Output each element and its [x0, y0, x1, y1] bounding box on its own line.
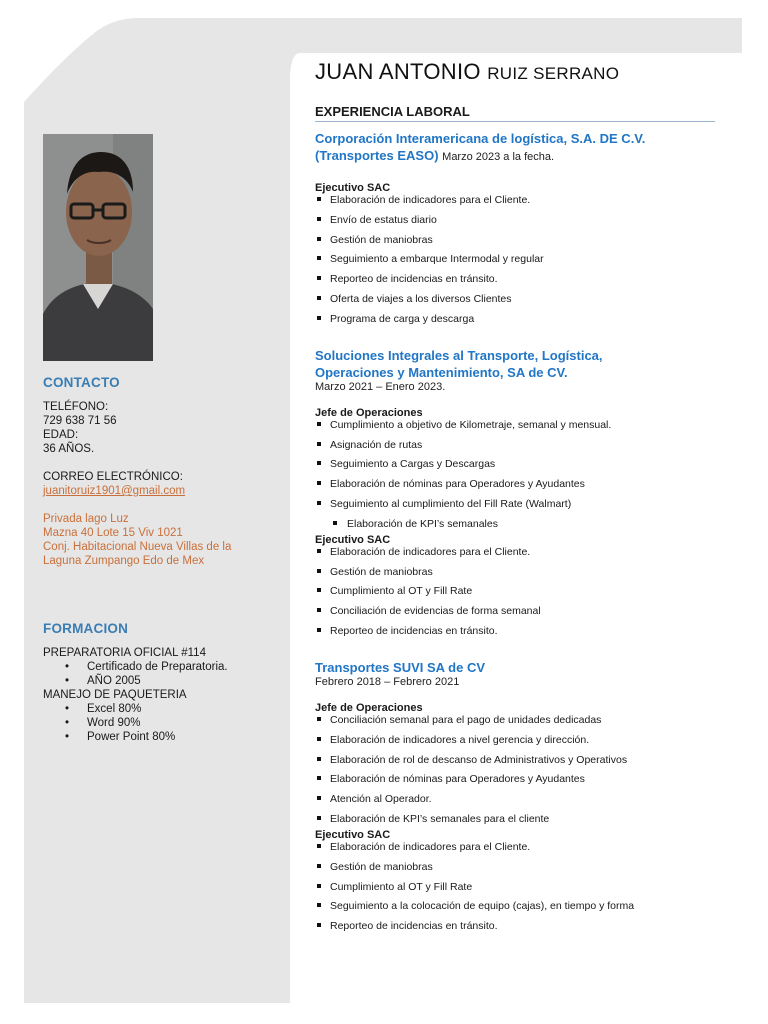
duty-list: [315, 841, 715, 932]
list-item: Asignación de rutas: [315, 439, 715, 451]
company-line: (Transportes EASO): [315, 148, 439, 163]
list-item: Reporteo de incidencias en tránsito.: [315, 920, 715, 932]
email-link[interactable]: juanitoruiz1901@gmail.com: [43, 485, 186, 497]
company-line: Corporación Interamericana de logística, S.A. DE C.V.: [315, 131, 646, 146]
list-item: Elaboración de indicadores para el Cliente.: [315, 841, 715, 853]
list-item: Gestión de maniobras: [315, 566, 715, 578]
list-item: Cumplimiento al OT y Fill Rate: [315, 585, 715, 597]
list-item: Cumplimiento al OT y Fill Rate: [315, 881, 715, 893]
list-item: Elaboración de indicadores para el Cliente.: [315, 546, 715, 558]
address-line: Laguna Zumpango Edo de Mex: [43, 555, 205, 567]
list-item: • AÑO 2005: [65, 674, 273, 688]
full-name: [315, 58, 715, 88]
skills-list: [43, 702, 273, 744]
education-heading: FORMACION: [43, 621, 129, 636]
list-item: • Word 90%: [65, 716, 273, 730]
list-item: Cumplimiento a objetivo de Kilometraje, semanal y mensual.: [315, 419, 715, 431]
list-item: Elaboración de rol de descanso de Administrativos y Operativos: [315, 754, 715, 766]
role-title: Ejecutivo SAC: [315, 828, 391, 841]
job-dates: Febrero 2018 – Febrero 2021: [315, 675, 460, 688]
list-item: • Power Point 80%: [65, 730, 273, 744]
role-title: Jefe de Operaciones: [315, 701, 423, 714]
contact-heading: CONTACTO: [43, 375, 120, 390]
list-item: Conciliación semanal para el pago de unidades dedicadas: [315, 714, 715, 726]
company-line: Operaciones y Mantenimiento, SA de CV.: [315, 364, 568, 380]
job-dates: Marzo 2023 a la fecha.: [442, 151, 555, 163]
phone-label: TELÉFONO:: [43, 401, 109, 413]
address-line: Privada lago Luz: [43, 513, 129, 525]
duty-list: [315, 546, 715, 637]
list-item: Elaboración de indicadores para el Cliente.: [315, 194, 715, 206]
list-item: Seguimiento a embarque Intermodal y regular: [315, 253, 715, 265]
email-label: CORREO ELECTRÓNICO:: [43, 471, 183, 483]
job-dates: Marzo 2021 – Enero 2023.: [315, 380, 446, 393]
list-item: • Certificado de Preparatoria.: [65, 660, 273, 674]
contact-section: [43, 376, 273, 568]
list-item: Elaboración de nóminas para Operadores y Ayudantes: [315, 773, 715, 785]
list-item: Elaboración de KPI’s semanales: [315, 518, 715, 530]
list-item: Gestión de maniobras: [315, 234, 715, 246]
role-title: Ejecutivo SAC: [315, 533, 391, 546]
list-item: Elaboración de nóminas para Operadores y Ayudantes: [315, 478, 715, 490]
experience-heading: EXPERIENCIA LABORAL: [315, 104, 715, 122]
role-title: Jefe de Operaciones: [315, 406, 423, 419]
list-item: Seguimiento al cumplimiento del Fill Rate (Walmart): [315, 498, 715, 510]
list-item: Reporteo de incidencias en tránsito.: [315, 625, 715, 637]
company-name: [315, 130, 715, 166]
list-item: Reporteo de incidencias en tránsito.: [315, 273, 715, 285]
list-item: Seguimiento a la colocación de equipo (cajas), en tiempo y forma: [315, 900, 715, 912]
phone-value: 729 638 71 56: [43, 415, 117, 427]
last-name: RUIZ SERRANO: [487, 64, 620, 83]
list-item: Elaboración de KPI’s semanales para el cliente: [315, 813, 715, 825]
list-item: Atención al Operador.: [315, 793, 715, 805]
list-item: Envío de estatus diario: [315, 214, 715, 226]
duty-list: [315, 714, 715, 825]
address-line: Conj. Habitacional Nueva Villas de la: [43, 541, 232, 553]
company-line: Soluciones Integrales al Transporte, Logística,: [315, 347, 603, 363]
list-item: Elaboración de indicadores a nivel gerencia y dirección.: [315, 734, 715, 746]
list-item: Conciliación de evidencias de forma semanal: [315, 605, 715, 617]
school-details: [43, 660, 273, 688]
duty-list: [315, 419, 715, 530]
school-name: PREPARATORIA OFICIAL #114: [43, 647, 206, 659]
duty-list: [315, 194, 715, 325]
list-item: Gestión de maniobras: [315, 861, 715, 873]
profile-photo: [43, 134, 153, 361]
list-item: Programa de carga y descarga: [315, 313, 715, 325]
first-name: JUAN ANTONIO: [315, 59, 481, 84]
list-item: Seguimiento a Cargas y Descargas: [315, 458, 715, 470]
list-item: • Excel 80%: [65, 702, 273, 716]
education-section: [43, 622, 273, 744]
company-name: [315, 347, 715, 381]
main-column: [315, 58, 715, 940]
address-line: Mazna 40 Lote 15 Viv 1021: [43, 527, 183, 539]
role-title: Ejecutivo SAC: [315, 182, 391, 194]
company-name: Transportes SUVI SA de CV: [315, 659, 486, 675]
age-label: EDAD:: [43, 429, 79, 441]
age-value: 36 AÑOS.: [43, 443, 95, 455]
list-item: Oferta de viajes a los diversos Clientes: [315, 293, 715, 305]
skills-title: MANEJO DE PAQUETERIA: [43, 689, 187, 701]
